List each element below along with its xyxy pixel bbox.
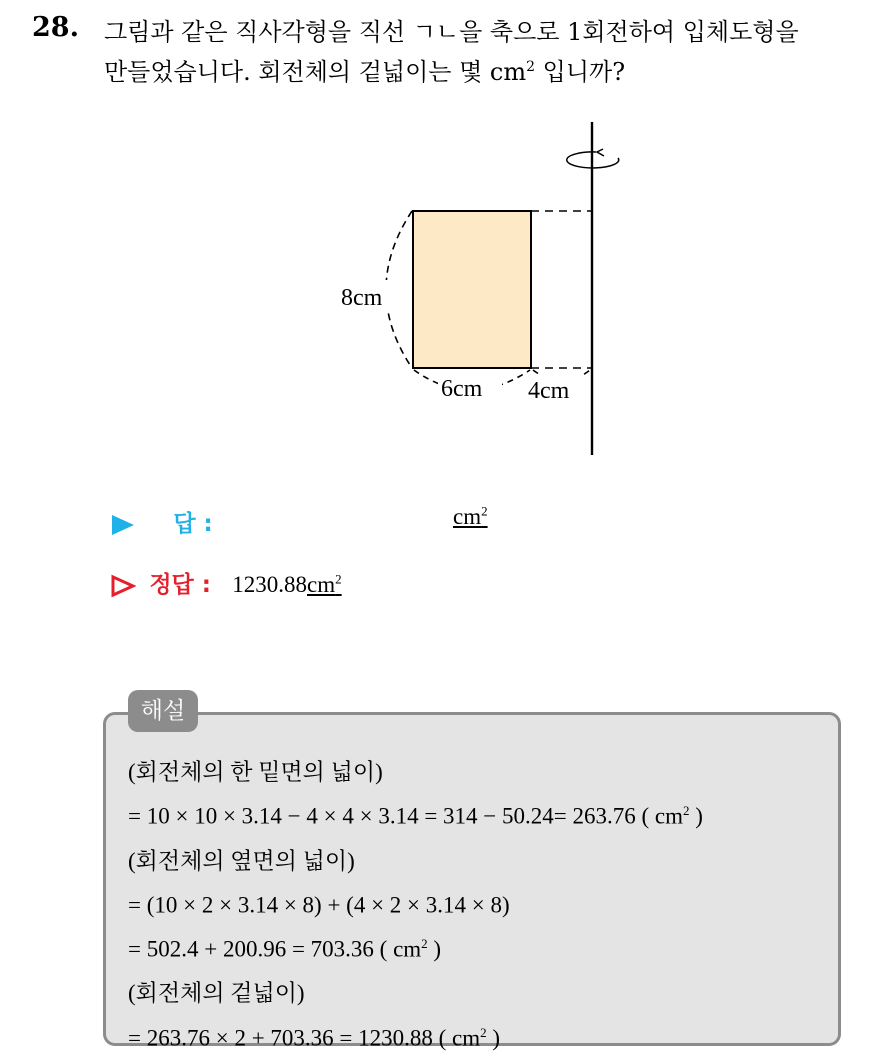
explanation-line: (회전체의 겉넓이) (128, 980, 305, 1006)
rotation-figure (330, 118, 640, 463)
gap-label: 4cm (528, 378, 570, 404)
explanation-line: = 502.4 + 200.96 = 703.36 ( $cm^2$ ) (128, 936, 442, 962)
explanation-tab: 해설 (128, 690, 198, 732)
height-label: 8cm (341, 285, 383, 311)
explanation-line: = 263.76 × 2 + 703.36 = 1230.88 ( $cm^2$ ) (128, 1024, 501, 1051)
explanation-line: (회전체의 옆면의 넓이) (128, 848, 355, 874)
explanation-lines (128, 748, 703, 1058)
rotation-arrowhead-icon (597, 149, 604, 156)
question-text-line2-start: 만들었습니다. 회전체의 겉넓이는 몇 (104, 58, 490, 86)
rectangle-shape (413, 211, 531, 368)
answer-unit: $cm^2$ (453, 503, 488, 529)
correct-play-icon (110, 574, 136, 598)
width-label: 6cm (441, 376, 483, 402)
question-text-line1: 그림과 같은 직사각형을 직선 ㄱㄴ을 축으로 1회전하여 입체도형을 (104, 18, 799, 46)
question-number: 28. (32, 12, 79, 43)
correct-value: 1230.88 (232, 572, 308, 597)
question-text-line2-end: 입니까? (535, 58, 626, 86)
explanation-line: (회전체의 한 밑면의 넓이) (128, 759, 383, 785)
correct-answer-row (110, 566, 342, 599)
explanation-line: = (10 × 2 × 3.14 × 8) + (4 × 2 × 3.14 × 8) (128, 892, 510, 918)
answer-play-icon (110, 513, 136, 537)
correct-unit: $cm^2$ (307, 571, 342, 597)
question-unit-exponent: 2 (526, 59, 536, 75)
answer-blank[interactable] (453, 503, 488, 530)
question-unit: cm (489, 58, 527, 86)
question-text-line2 (104, 52, 625, 87)
correct-label: 정답 : (149, 572, 211, 598)
answer-label: 답 : (173, 511, 213, 537)
explanation-line: = 10 × 10 × 3.14 − 4 × 4 × 3.14 = 314 − 50.24= 263.76 ( $cm^2$ ) (128, 803, 703, 829)
answer-row (110, 505, 213, 538)
